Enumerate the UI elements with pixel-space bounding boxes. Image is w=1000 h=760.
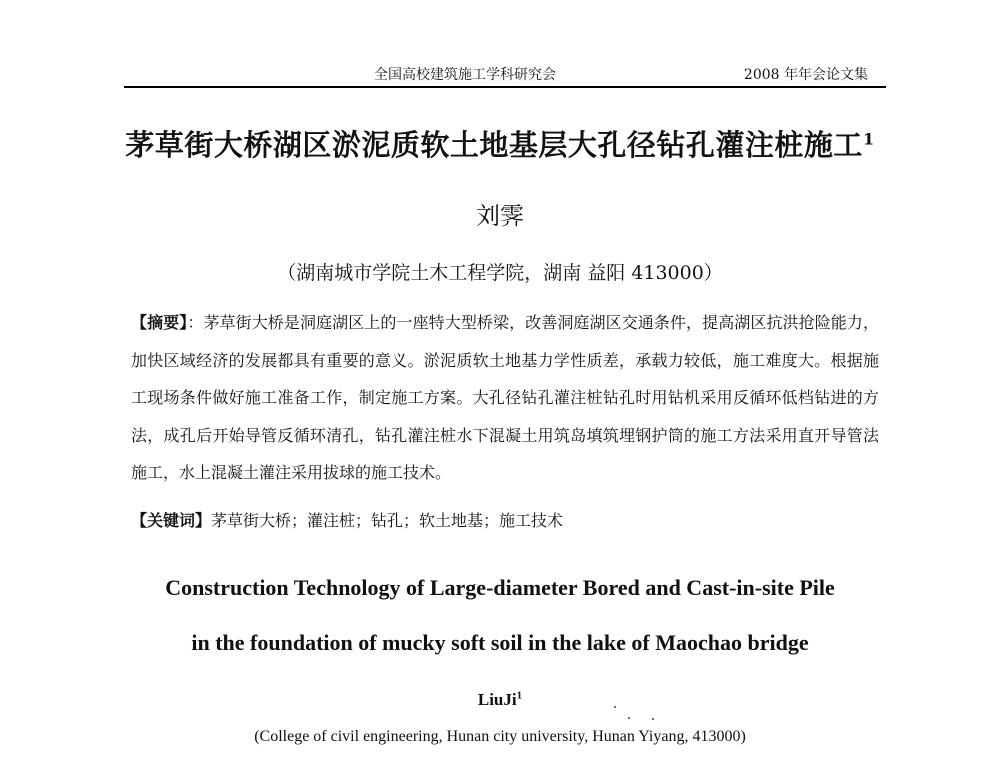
chinese-title [0,123,1000,164]
english-author [0,690,1000,710]
chinese-affiliation: （湖南城市学院土木工程学院，湖南 益阳 413000） [277,262,723,284]
english-affiliation: (College of civil engineering, Hunan city university, Hunan Yiyang, 413000) [254,728,746,745]
keywords-label: 【关键词】 [131,511,212,530]
abstract-text: ：茅草街大桥是洞庭湖区上的一座特大型桥梁，改善洞庭湖区交通条件，提高湖区抗洪抢险能力，加快区域经济的发展都具有重要的意义。淤泥质软土地基力学性质差，承载力较低，施工难度大。根据施工现场条件做好施工准备工作，制定施工方案。大孔径钻孔灌注桩钻孔时用钻机采用反循环低档钻进的方法，成孔后开始导管反循环清孔，钻孔灌注桩水下混凝土用筑岛填筑埋钢护筒的施工方法采用直开导管法施工，水上混凝土灌注采用拔球的施工技术。 [131,313,879,482]
header-organization: 全国高校建筑施工学科研究会 [374,67,556,83]
chinese-author: 刘霁 [476,202,524,230]
english-author-name: LiuJi [477,690,517,709]
scan-speck [652,718,654,720]
scan-speck [614,706,616,708]
chinese-title-text: 茅草街大桥湖区淤泥质软土地基层大孔径钻孔灌注桩施工 [125,128,863,162]
keywords-line [131,508,879,531]
english-author-footnote-mark: 1 [516,689,523,702]
scan-speck [628,717,630,719]
english-title-line-1: Construction Technology of Large-diameter Bored and Cast-in-site Pile [165,575,835,600]
keywords-text: 茅草街大桥；灌注桩；钻孔；软土地基；施工技术 [211,511,564,530]
running-header [124,60,886,88]
abstract-label: 【摘要】 [131,313,188,332]
header-proceedings: 2008 年年会论文集 [743,67,868,83]
title-footnote-mark: 1 [862,129,875,149]
english-title-line-2: in the foundation of mucky soft soil in the lake of Maochao bridge [191,630,809,655]
abstract-paragraph [131,304,879,492]
